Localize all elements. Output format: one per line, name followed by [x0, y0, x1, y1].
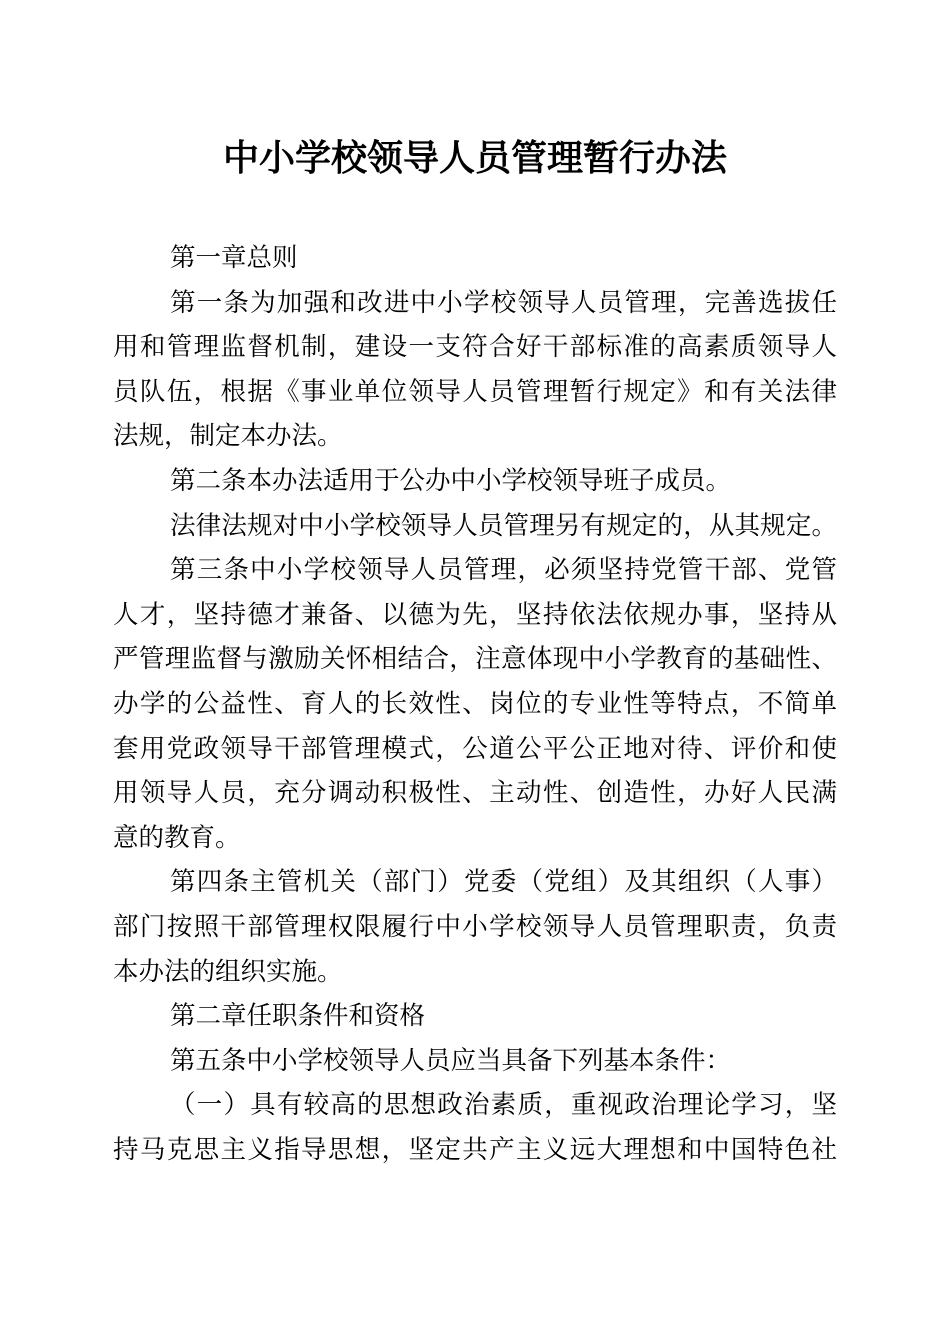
- text-line: 第一章总则: [170, 243, 298, 272]
- document-content: [113, 0, 837, 1172]
- text-line: 人才，坚持德才兼备、以德为先，坚持依法依规办事，坚持从: [113, 599, 837, 629]
- text-line: 用和管理监督机制，建设一支符合好干部标准的高素质领导人: [113, 332, 837, 362]
- text-line: 员队伍，根据《事业单位领导人员管理暂行规定》和有关法律: [113, 376, 837, 406]
- text-line: 部门按照干部管理权限履行中小学校领导人员管理职责，负责: [113, 911, 837, 941]
- text-line: 套用党政领导干部管理模式，公道公平公正地对待、评价和使: [113, 733, 837, 763]
- text-line: 本办法的组织实施。: [113, 956, 343, 986]
- text-line: 第五条中小学校领导人员应当具备下列基本条件：: [170, 1045, 732, 1075]
- text-line: 第三条中小学校领导人员管理，必须坚持党管干部、党管: [170, 555, 837, 585]
- text-line: 法规，制定本办法。: [113, 421, 343, 451]
- document-title: 中小学校领导人员管理暂行办法: [222, 138, 727, 178]
- text-line: 法律法规对中小学校领导人员管理另有规定的，从其规定。: [170, 510, 837, 540]
- text-line: 办学的公益性、育人的长效性、岗位的专业性等特点，不简单: [113, 688, 837, 718]
- text-line: 持马克思主义指导思想，坚定共产主义远大理想和中国特色社: [113, 1134, 837, 1164]
- text-line: 严管理监督与激励关怀相结合，注意体现中小学教育的基础性、: [113, 644, 837, 674]
- text-line: （一）具有较高的思想政治素质，重视政治理论学习，坚: [170, 1090, 837, 1120]
- text-line: 第二条本办法适用于公办中小学校领导班子成员。: [170, 465, 732, 495]
- text-line: 用领导人员，充分调动积极性、主动性、创造性，办好人民满: [113, 778, 837, 808]
- text-line: 意的教育。: [113, 822, 241, 852]
- text-line: 第四条主管机关（部门）党委（党组）及其组织（人事）: [170, 867, 837, 897]
- document-body: [113, 236, 837, 1172]
- text-line: 第一条为加强和改进中小学校领导人员管理，完善选拔任: [170, 287, 837, 317]
- text-line: 第二章任职条件和资格: [170, 1001, 426, 1031]
